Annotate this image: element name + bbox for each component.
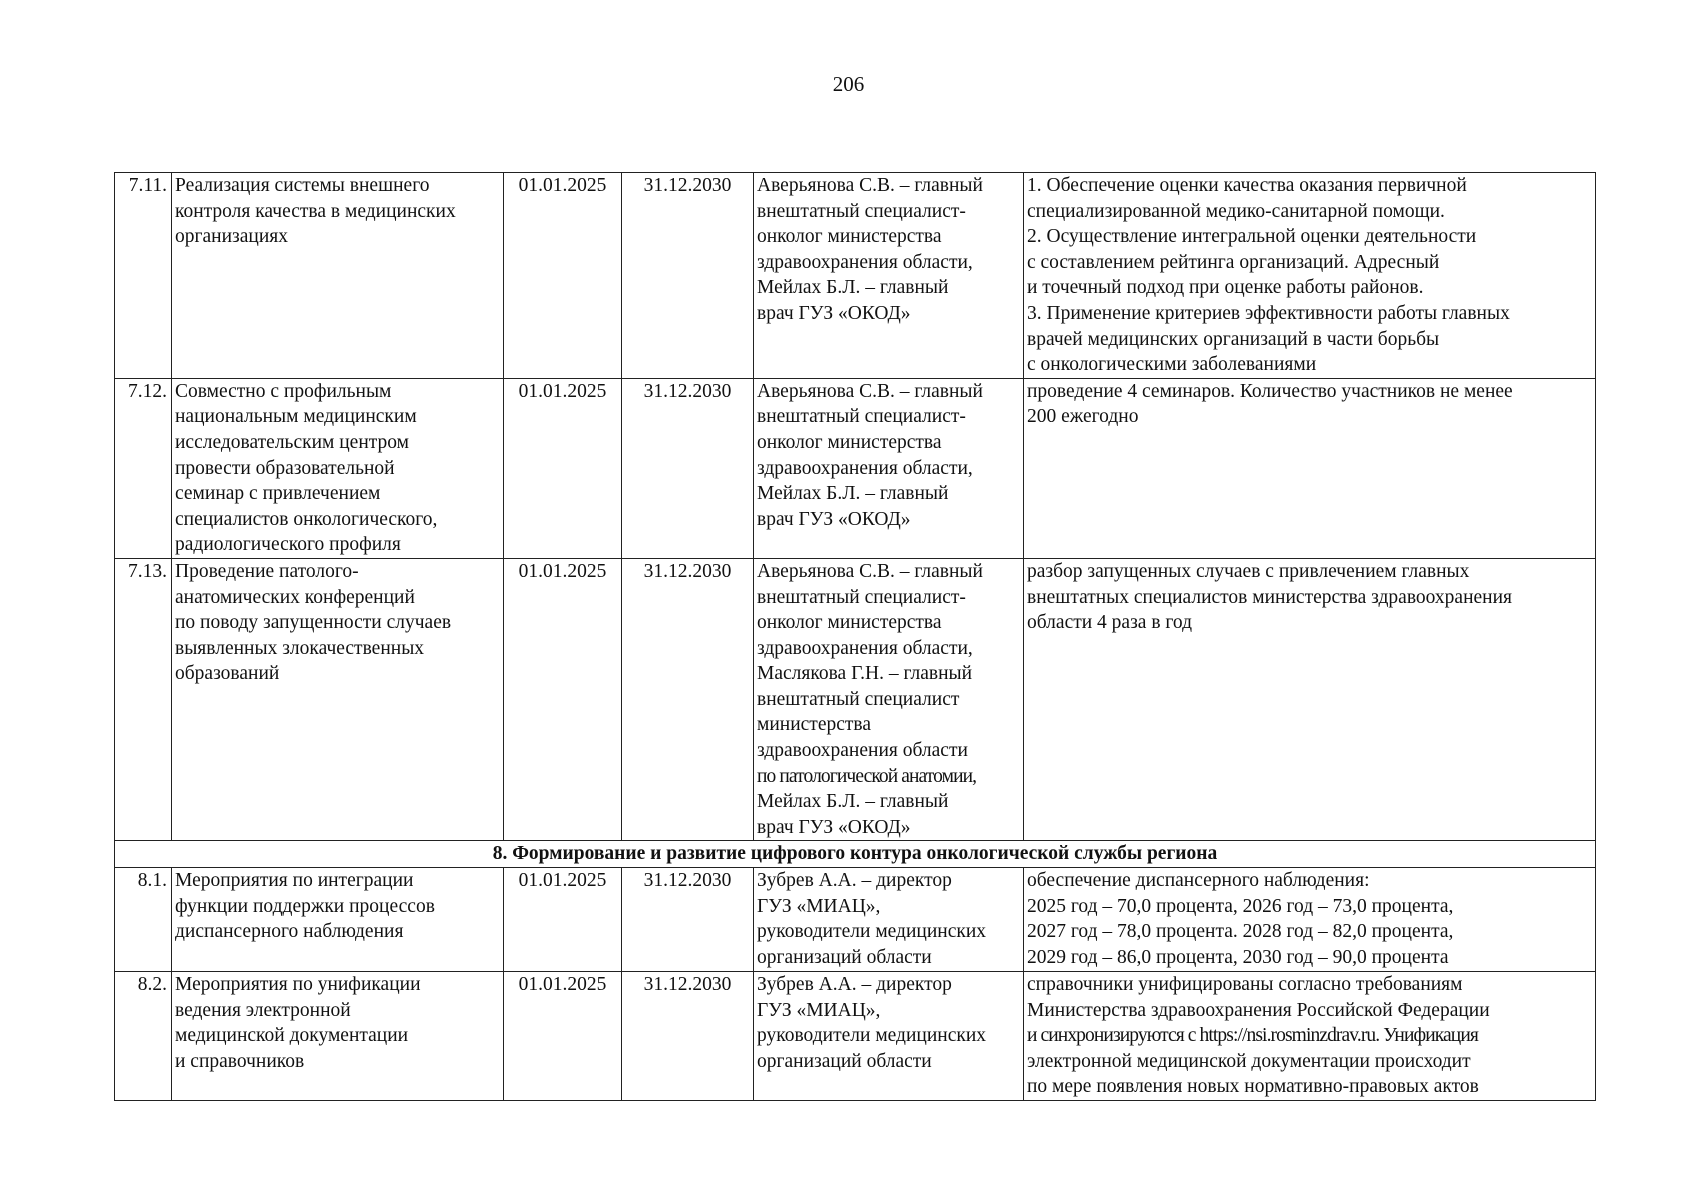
end-date: 31.12.2030 (622, 558, 754, 841)
row-number: 8.1. (115, 868, 172, 972)
page-number: 206 (832, 72, 865, 96)
section-header-row (115, 841, 1596, 868)
table-row (115, 558, 1596, 841)
table-row (115, 173, 1596, 379)
result-text: электронной медицинской документации происходит по мере появления новых нормативно-правовых актов (1027, 1050, 1479, 1098)
start-date: 01.01.2025 (504, 173, 622, 379)
responsible-persons (754, 558, 1024, 841)
activity-name: Проведение патолого- анатомических конференций по поводу запущенности случаев выявленных злокачественных образований (172, 558, 504, 841)
responsible-persons: Зубрев А.А. – директор ГУЗ «МИАЦ», руководители медицинских организаций области (754, 868, 1024, 972)
expected-result: разбор запущенных случаев с привлечением главных внештатных специалистов министерства здравоохранения области 4 раза в год (1024, 558, 1596, 841)
row-number: 7.12. (115, 378, 172, 558)
responsible-text: Аверьянова С.В. – главный внештатный специалист- онколог министерства здравоохранения области, Маслякова Г.Н. – главный внештатный специалист министерства здравоохранения области (757, 560, 983, 762)
row-number: 8.2. (115, 972, 172, 1101)
responsible-persons: Зубрев А.А. – директор ГУЗ «МИАЦ», руководители медицинских организаций области (754, 972, 1024, 1101)
start-date: 01.01.2025 (504, 972, 622, 1101)
action-plan-table (114, 172, 1596, 1101)
end-date: 31.12.2030 (622, 868, 754, 972)
end-date: 31.12.2030 (622, 972, 754, 1101)
activity-name: Мероприятия по интеграции функции поддержки процессов диспансерного наблюдения (172, 868, 504, 972)
section-title: 8. Формирование и развитие цифрового контура онкологической службы региона (115, 841, 1596, 868)
table-row (115, 378, 1596, 558)
result-text-condensed: и синхронизируются с https://nsi.rosminzdrav.ru. Унификация (1027, 1025, 1478, 1047)
responsible-text-condensed: по патологической анатомии, (757, 765, 977, 787)
start-date: 01.01.2025 (504, 868, 622, 972)
row-number: 7.13. (115, 558, 172, 841)
start-date: 01.01.2025 (504, 378, 622, 558)
table-row (115, 868, 1596, 972)
activity-name: Совместно с профильным национальным медицинским исследовательским центром провести образовательной семинар с привлечением специалистов онкологического, радиологического профиля (172, 378, 504, 558)
activity-name: Реализация системы внешнего контроля качества в медицинских организациях (172, 173, 504, 379)
activity-name: Мероприятия по унификации ведения электронной медицинской документации и справочников (172, 972, 504, 1101)
expected-result: обеспечение диспансерного наблюдения: 2025 год – 70,0 процента, 2026 год – 73,0 процента, 2027 год – 78,0 процента. 2028 год – 82,0 процента, 2029 год – 86,0 процента, 2030 год – 90,0 процента (1024, 868, 1596, 972)
expected-result: проведение 4 семинаров. Количество участников не менее 200 ежегодно (1024, 378, 1596, 558)
responsible-persons: Аверьянова С.В. – главный внештатный специалист- онколог министерства здравоохранения области, Мейлах Б.Л. – главный врач ГУЗ «ОКОД» (754, 173, 1024, 379)
expected-result (1024, 972, 1596, 1101)
expected-result: 1. Обеспечение оценки качества оказания первичной специализированной медико-санитарной помощи. 2. Осуществление интегральной оценки деятельности с составлением рейтинга организаций. Адресный и точечный подход при оценке работы районов. 3. Применение критериев эффективности работы главных врачей медицинских организаций в части борьбы с онкологическими заболеваниями (1024, 173, 1596, 379)
start-date: 01.01.2025 (504, 558, 622, 841)
end-date: 31.12.2030 (622, 173, 754, 379)
responsible-persons: Аверьянова С.В. – главный внештатный специалист- онколог министерства здравоохранения области, Мейлах Б.Л. – главный врач ГУЗ «ОКОД» (754, 378, 1024, 558)
responsible-text: Мейлах Б.Л. – главный врач ГУЗ «ОКОД» (757, 791, 949, 838)
table-row (115, 972, 1596, 1101)
result-text: справочники унифицированы согласно требованиям Министерства здравоохранения Российской Федерации (1027, 974, 1490, 1021)
end-date: 31.12.2030 (622, 378, 754, 558)
row-number: 7.11. (115, 173, 172, 379)
